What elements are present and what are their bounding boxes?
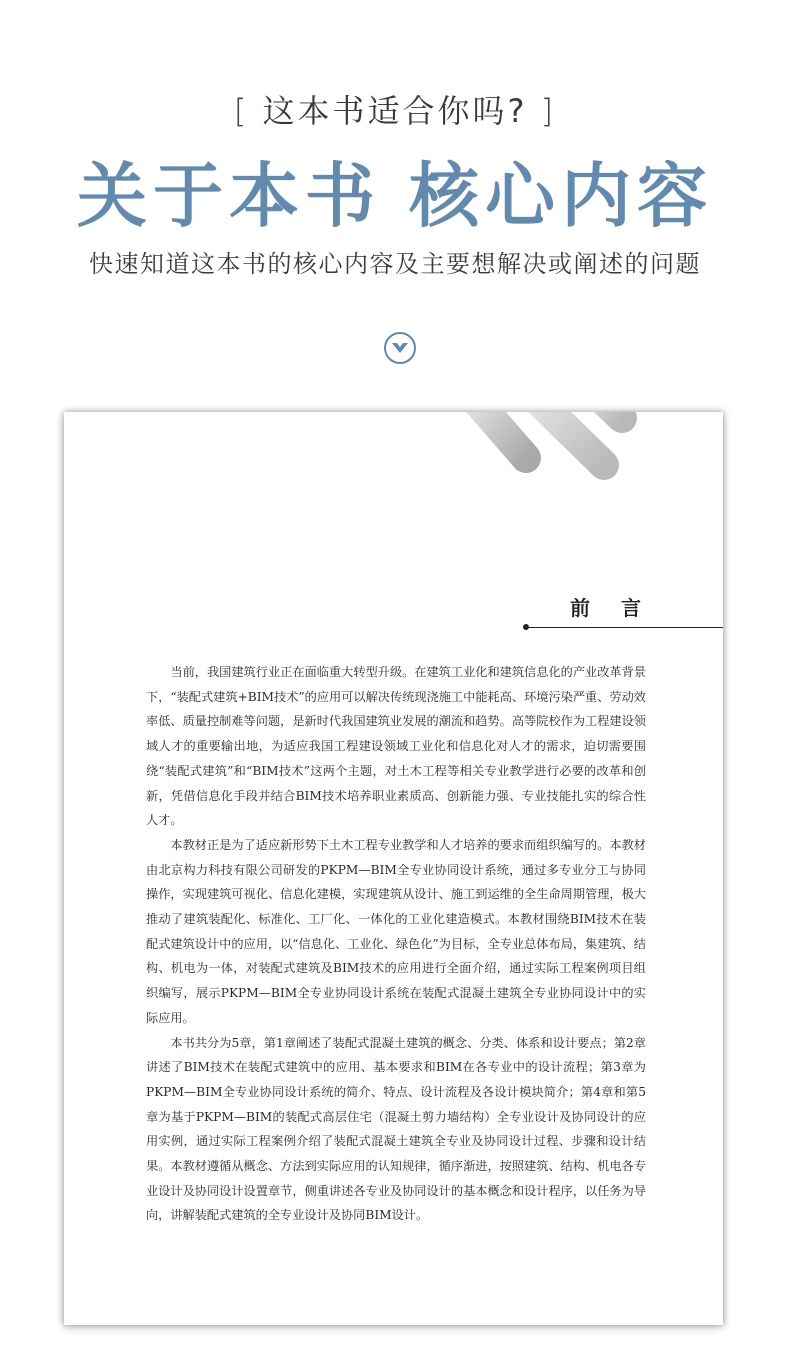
subtitle: 快速知道这本书的核心内容及主要想解决或阐述的问题	[89, 250, 701, 278]
preface-paragraph-3: 本书共分为5章，第1章阐述了装配式混凝土建筑的概念、分类、体系和设计要点；第2章讲述了BIM技术在装配式建筑中的应用、基本要求和BIM在各专业中的设计流程；第3章为PKPM—BIM全专业协同设计系统的简介、特点、设计流程及各设计模块简介；第4章和第5章为基于PKPM—BIM的装配式高层住宅（混凝土剪力墙结构）全专业设计及协同设计的应用实例，通过实际工程案例介绍了装配式混凝土建筑全专业及协同设计过程、步骤和设计结果。本教材遵循从概念、方法到实际应用的认知规律，循序渐进，按照建筑、结构、机电各专业设计及协同设计设置章节，侧重讲述各专业及协同设计的基本概念和设计程序，以任务为导向，讲解装配式建筑的全专业设计及协同BIM设计。	[146, 1035, 646, 1223]
decorative-stripes	[64, 412, 723, 612]
question-text: 这本书适合你吗?	[262, 92, 528, 130]
main-title-part2: 核心内容	[409, 154, 713, 237]
bracket-close: ]	[540, 92, 557, 130]
chevron-down-circle-icon	[383, 331, 417, 365]
title-rule	[525, 627, 723, 628]
preface-body	[146, 660, 646, 1228]
bracket-open: [	[233, 92, 250, 130]
preface-title: 前 言	[570, 596, 653, 620]
preface-paragraph-2: 本教材正是为了适应新形势下土木工程专业教学和人才培养的要求而组织编写的。本教材由北京构力科技有限公司研发的PKPM—BIM全专业协同设计系统，通过多专业分工与协同操作，实现建筑可视化、信息化建模，实现建筑从设计、施工到运维的全生命周期管理，极大推动了建筑装配化、标准化、工厂化、一体化的工业化建造模式。本教材围绕BIM技术在装配式建筑设计中的应用，以“信息化、工业化、绿色化”为目标，全专业总体布局，集建筑、结构、机电为一体，对装配式建筑及BIM技术的应用进行全面介绍，通过实际工程案例项目组织编写，展示PKPM—BIM全专业协同设计系统在装配式混凝土建筑全专业协同设计中的实际应用。	[146, 837, 646, 1025]
main-title-part1: 关于本书	[77, 154, 381, 237]
question-heading	[0, 86, 790, 132]
book-page	[64, 412, 723, 1325]
main-title	[0, 140, 790, 241]
preface-paragraph-1: 当前，我国建筑行业正在面临重大转型升级。在建筑工业化和建筑信息化的产业改革背景下，“装配式建筑+BIM技术”的应用可以解决传统现浇施工中能耗高、环境污染严重、劳动效率低、质量控制难等问题，是新时代我国建筑业发展的潮流和趋势。高等院校作为工程建设领域人才的重要输出地，为适应我国工程建设领域工业化和信息化对人才的需求，迫切需要围绕“装配式建筑”和“BIM技术”这两个主题，对土木工程等相关专业教学进行必要的改革和创新，凭借信息化手段并结合BIM技术培养职业素质高、创新能力强、专业技能扎实的综合性人才。	[146, 665, 646, 828]
